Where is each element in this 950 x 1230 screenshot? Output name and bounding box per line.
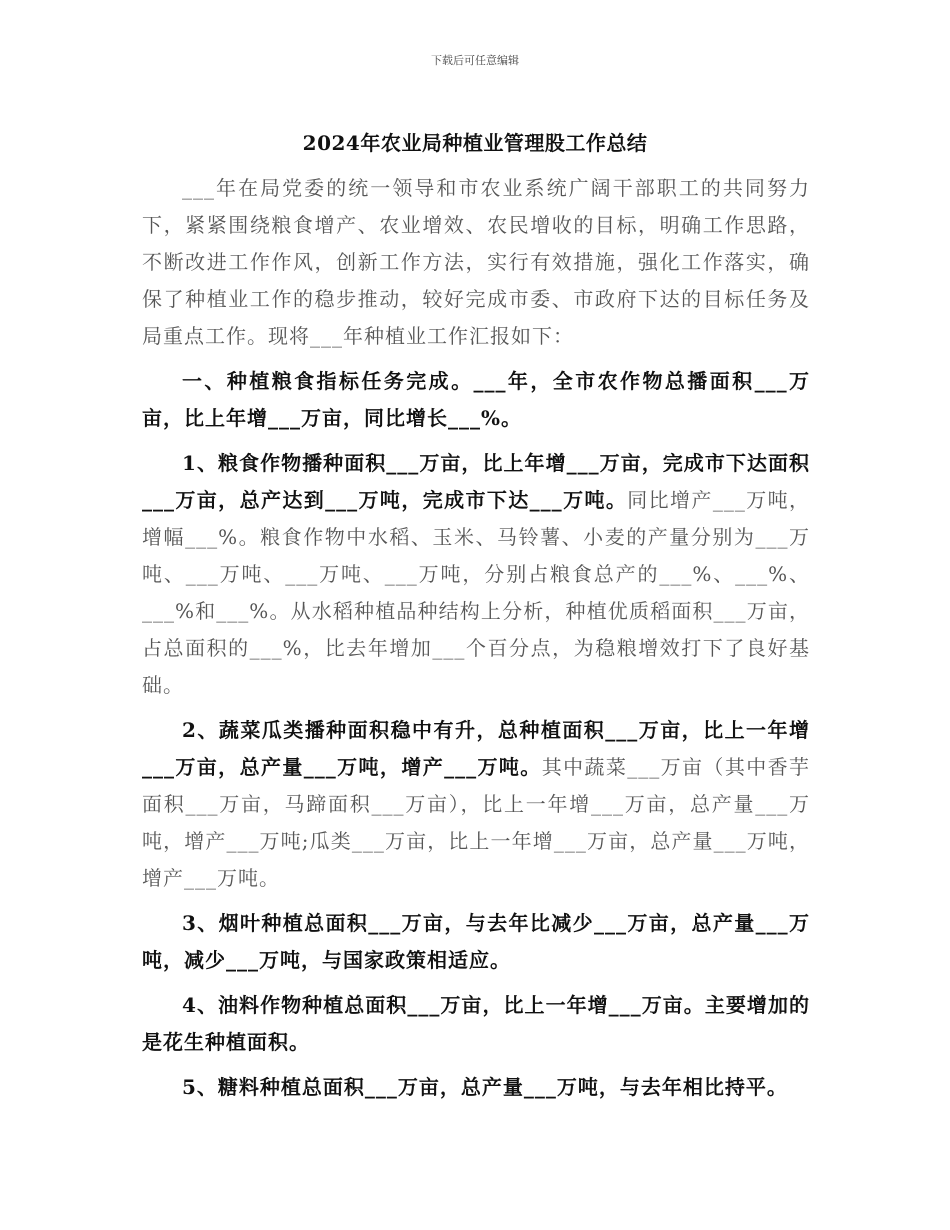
item-1-paragraph [142,445,810,704]
item-5-paragraph: 5、糖料种植总面积___万亩，总产量___万吨，与去年相比持平。 [182,1075,788,1099]
item-2-lead: 2、蔬菜瓜类播种面积稳中有升，总种植面积___万亩，比上一年增___万亩，总产量___万吨，增产___万吨。 [142,718,810,779]
item-1-rest: 同比增产___万吨，增幅___%。粮食作物中水稻、玉米、马铃薯、小麦的产量分别为___万吨、___万吨、___万吨、___万吨，分别占粮食总产的___%、___%、___%和___%。从水稻种植品种结构上分析，种植优质稻面积___万亩，占总面积的___%，比去年增加___个百分点，为稳粮增效打下了良好基础。 [142,488,810,697]
page-title: 2024年农业局种植业管理股工作总结 [302,131,648,155]
item-3-paragraph: 3、烟叶种植总面积___万亩，与去年比减少___万亩，总产量___万吨，减少___万吨，与国家政策相适应。 [142,911,810,972]
item-2-paragraph [142,712,810,897]
item-1-lead: 1、粮食作物播种面积___万亩，比上年增___万亩，完成市下达面积___万亩，总产达到___万吨，完成市下达___万吨。 [142,451,810,512]
item-4-paragraph: 4、油料作物种植总面积___万亩，比上一年增___万亩。主要增加的是花生种植面积。 [142,993,810,1054]
header-note: 下载后可任意编辑 [431,54,519,67]
document-body [142,170,810,1106]
item-2-rest: 其中蔬菜___万亩（其中香芋面积___万亩，马蹄面积___万亩），比上一年增___万亩，总产量___万吨，增产___万吨;瓜类___万亩，比上一年增___万亩，总产量___万吨，增产___万吨。 [142,755,811,890]
section-1-heading: 一、种植粮食指标任务完成。___年，全市农作物总播面积___万亩，比上年增___万亩，同比增长___%。 [142,369,810,430]
intro-paragraph: ___年在局党委的统一领导和市农业系统广阔干部职工的共同努力下，紧紧围绕粮食增产、农业增效、农民增收的目标，明确工作思路，不断改进工作作风，创新工作方法，实行有效措施，强化工作落实，确保了种植业工作的稳步推动，较好完成市委、市政府下达的目标任务及局重点工作。现将___年种植业工作汇报如下： [142,176,810,348]
